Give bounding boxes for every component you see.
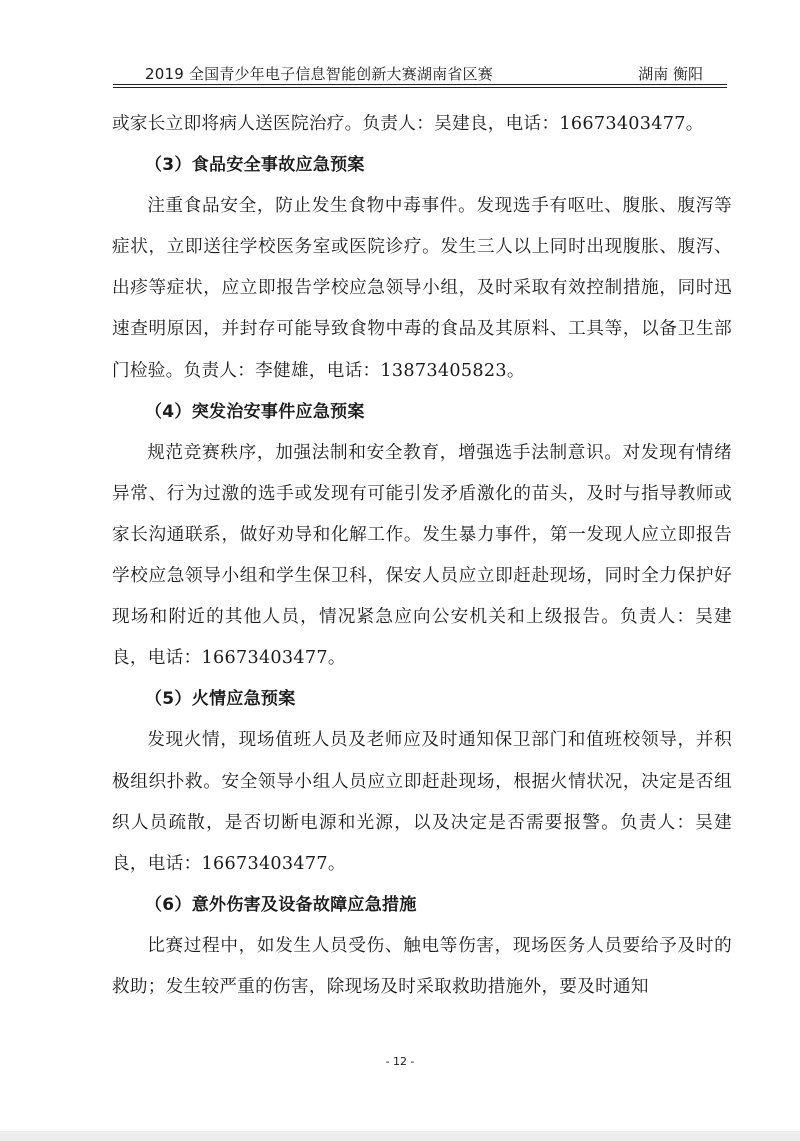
paragraph-public-security: 规范竞赛秩序，加强法制和安全教育，增强选手法制意识。对发现有情绪异常、行为过激的选手或发现有可能引发矛盾激化的苗头，及时与指导教师或家长沟通联系，做好劝导和化解工作。发生暴力事件，第一发现人应立即报告学校应急领导小组和学生保卫科，保安人员应立即赶赴现场，同时全力保护好现场和附近的其他人员，情况紧急应向公安机关和上级报告。负责人：吴建良，电话：16673403477。	[112, 442, 732, 669]
paragraph-continued: 或家长立即将病人送医院治疗。负责人：吴建良，电话：16673403477。	[112, 114, 704, 134]
paragraph-food-safety: 注重食品安全，防止发生食物中毒事件。发现选手有呕吐、腹胀、腹泻等症状，立即送往学校医务室或医院诊疗。发生三人以上同时出现腹胀、腹泻、出疹等症状，应立即报告学校应急领导小组，及时采取有效控制措施，同时迅速查明原因，并封存可能导致食物中毒的食品及其原料、工具等，以备卫生部门检验。负责人：李健雄，电话：13873405823。	[112, 196, 732, 381]
section-heading-6: （6）意外伤害及设备故障应急措施	[145, 894, 417, 915]
header-rule	[113, 84, 727, 88]
header-title: 2019 全国青少年电子信息智能创新大赛湖南省区赛	[145, 65, 493, 83]
document-body	[112, 104, 732, 1008]
paragraph-accident: 比赛过程中，如发生人员受伤、触电等伤害，现场医务人员要给予及时的救助；发生较严重的伤害，除现场及时采取救助措施外，要及时通知	[112, 935, 732, 997]
header-location: 湖南 衡阳	[638, 65, 703, 83]
bottom-strip	[0, 1131, 800, 1141]
section-heading-3: （3）食品安全事故应急预案	[145, 155, 365, 176]
paragraph-fire: 发现火情，现场值班人员及老师应及时通知保卫部门和值班校领导，并积极组织扑救。安全领导小组人员应立即赶赴现场，根据火情状况，决定是否组织人员疏散，是否切断电源和光源，以及决定是否需要报警。负责人：吴建良，电话：16673403477。	[112, 730, 732, 874]
section-heading-5: （5）火情应急预案	[145, 689, 296, 710]
page-number: - 12 -	[385, 1055, 415, 1068]
section-heading-4: （4）突发治安事件应急预案	[145, 401, 365, 422]
